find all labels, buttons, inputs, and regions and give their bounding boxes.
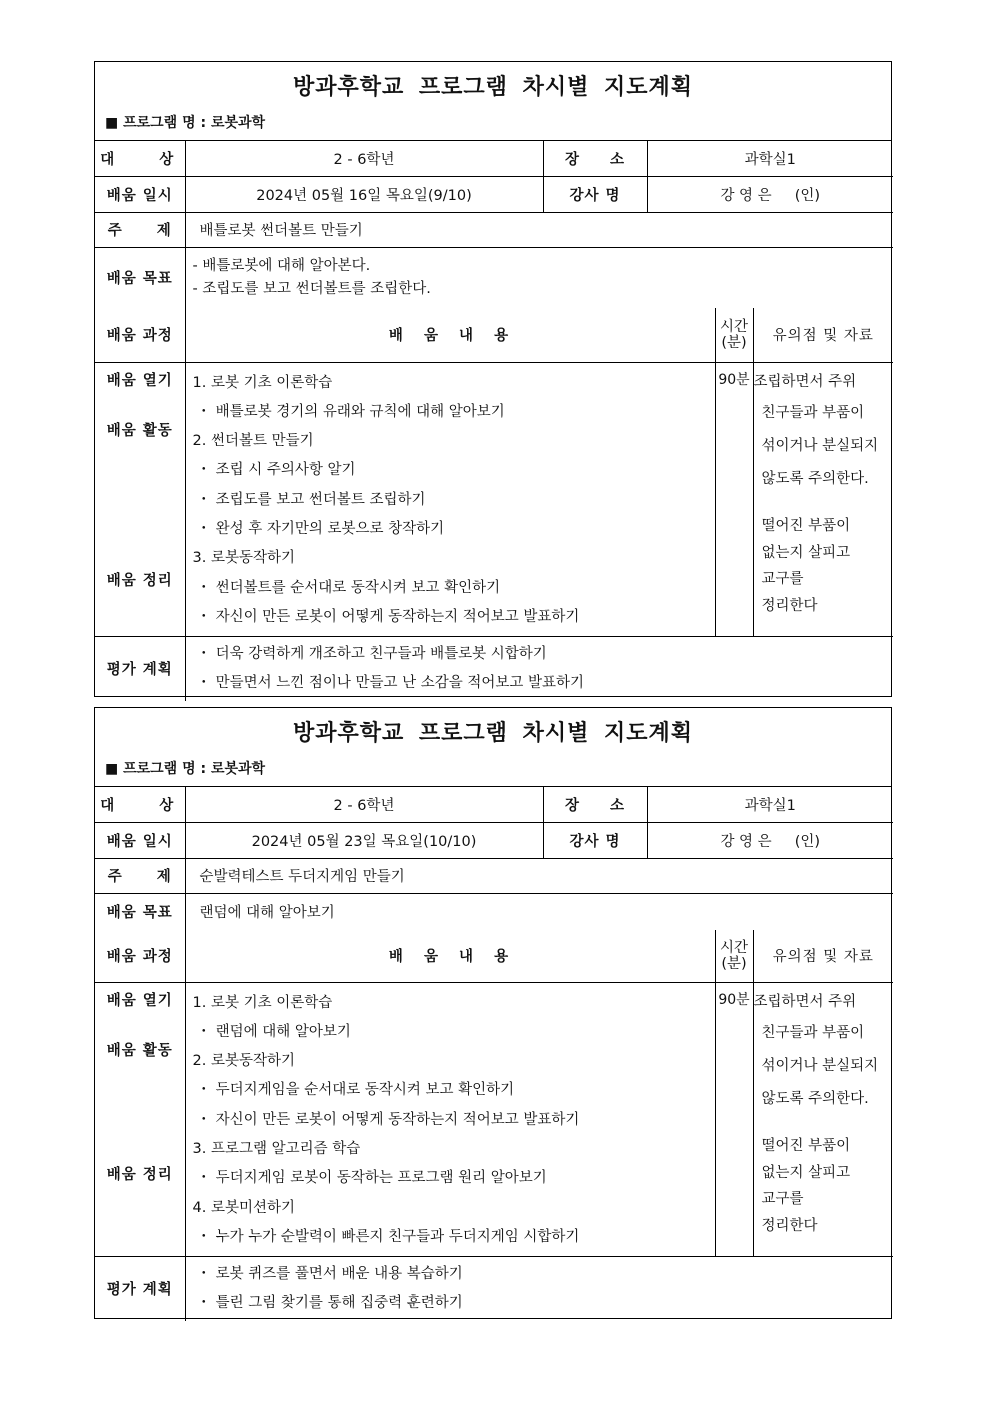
teacher-value: 강 영 은 (인) (647, 822, 893, 858)
content-item: ・ 누가 누가 순발력이 빠른지 친구들과 두더지게임 시합하기 (196, 1228, 580, 1245)
datetime-value: 2024년 05월 16일 목요일(9/10) (185, 176, 543, 212)
topic-value: 배틀로봇 썬더볼트 만들기 (185, 212, 893, 247)
topic-value: 순발력테스트 두더지게임 만들기 (185, 858, 893, 893)
program-name: ■ 프로그램 명 : 로봇과학 (105, 115, 266, 131)
note-line: 정리한다 (761, 597, 818, 614)
content-label: 배 움 내 용 (185, 308, 715, 362)
stage-open: 배움 열기 (106, 992, 173, 1009)
content-item: 4. 로봇미션하기 (192, 1199, 295, 1216)
notes-label: 유의점 및 자료 (753, 930, 893, 982)
teacher-label: 강사 명 (543, 176, 647, 212)
goal-list (185, 893, 893, 930)
content-item: 3. 프로그램 알고리즘 학습 (192, 1140, 361, 1157)
goal-list (185, 247, 893, 308)
note-line (754, 1116, 894, 1132)
datetime-label: 배움 일시 (95, 176, 185, 212)
content-item: ・ 썬더볼트를 순서대로 동작시켜 보고 확인하기 (196, 579, 501, 596)
note-line: 교구를 (761, 1190, 804, 1207)
content-item: ・ 배틀로봇 경기의 유래와 규칙에 대해 알아보기 (196, 403, 505, 420)
lesson-plan-2 (94, 707, 892, 1319)
topic-label: 주 제 (95, 858, 185, 893)
plan-table (95, 141, 893, 308)
target-value: 2 - 6학년 (185, 141, 543, 176)
lesson-plan-1 (94, 61, 892, 697)
notes-list (753, 982, 893, 1257)
content-item: ・ 두더지게임 로봇이 동작하는 프로그램 원리 알아보기 (196, 1170, 547, 1187)
eval-label: 평가 계획 (95, 1257, 185, 1321)
time-value: 90분 (715, 982, 753, 1257)
time-value: 90분 (715, 362, 753, 637)
note-line: 않도록 주의한다. (761, 1090, 869, 1107)
note-line: 정리한다 (761, 1217, 818, 1234)
eval-item: ・ 로봇 퀴즈를 풀면서 배운 내용 복습하기 (196, 1265, 463, 1282)
process-stages (95, 362, 185, 637)
note-line: 떨어진 부품이 (761, 517, 851, 534)
target-label: 대 상 (95, 141, 185, 176)
plan-title: 방과후학교 프로그램 차시별 지도계획 (292, 721, 693, 746)
plan-header (95, 708, 891, 787)
place-value: 과학실1 (647, 787, 893, 822)
target-value: 2 - 6학년 (185, 787, 543, 822)
teacher-value: 강 영 은 (인) (647, 176, 893, 212)
process-label: 배움 과정 (95, 308, 185, 362)
eval-item: ・ 틀린 그림 찾기를 통해 집중력 훈련하기 (196, 1294, 463, 1311)
note-line: 교구를 (761, 570, 804, 587)
stage-activity: 배움 활동 (106, 422, 173, 439)
notes-list (753, 362, 893, 637)
note-line: 친구들과 부품이 (761, 404, 865, 421)
content-item: ・ 자신이 만든 로봇이 어떻게 동작하는지 적어보고 발표하기 (196, 1111, 580, 1128)
content-item: 2. 썬더볼트 만들기 (192, 433, 314, 450)
place-label: 장 소 (543, 787, 647, 822)
eval-item: ・ 더욱 강력하게 개조하고 친구들과 배틀로봇 시합하기 (196, 645, 547, 662)
content-item: ・ 조립도를 보고 썬더볼트 조립하기 (196, 491, 426, 508)
datetime-value: 2024년 05월 23일 목요일(10/10) (185, 822, 543, 858)
content-item: 2. 로봇동작하기 (192, 1053, 295, 1070)
place-label: 장 소 (543, 141, 647, 176)
plan-table (95, 787, 893, 930)
eval-list (185, 637, 893, 701)
note-line: 않도록 주의한다. (761, 470, 869, 487)
note-line: 떨어진 부품이 (761, 1137, 851, 1154)
eval-item: ・ 만들면서 느낀 점이나 만들고 난 소감을 적어보고 발표하기 (196, 674, 585, 691)
content-item: 3. 로봇동작하기 (192, 550, 295, 567)
notes-label: 유의점 및 자료 (753, 308, 893, 362)
process-label: 배움 과정 (95, 930, 185, 982)
note-line: 섞이거나 분실되지 (761, 437, 879, 454)
content-item: ・ 완성 후 자기만의 로봇으로 창작하기 (196, 520, 445, 537)
stage-close: 배움 정리 (106, 572, 173, 589)
plan-header (95, 62, 891, 141)
process-table (95, 308, 893, 701)
place-value: 과학실1 (647, 141, 893, 176)
program-name: ■ 프로그램 명 : 로봇과학 (105, 761, 266, 777)
content-label: 배 움 내 용 (185, 930, 715, 982)
time-label: 시간(분) (715, 308, 753, 362)
note-line: 조립하면서 주위 (753, 373, 857, 390)
topic-label: 주 제 (95, 212, 185, 247)
eval-list (185, 1257, 893, 1321)
content-list (185, 362, 715, 637)
goal-label: 배움 목표 (95, 893, 185, 930)
note-line: 조립하면서 주위 (753, 993, 857, 1010)
note-line: 없는지 살피고 (761, 1164, 851, 1181)
process-table (95, 930, 893, 1321)
content-item: ・ 조립 시 주의사항 알기 (196, 462, 356, 479)
note-line: 없는지 살피고 (761, 544, 851, 561)
note-line: 친구들과 부품이 (761, 1024, 865, 1041)
plan-title: 방과후학교 프로그램 차시별 지도계획 (292, 75, 693, 100)
goal-item: - 조립도를 보고 썬더볼트를 조립한다. (192, 280, 431, 297)
note-line (754, 496, 894, 512)
stage-close: 배움 정리 (106, 1166, 173, 1183)
teacher-label: 강사 명 (543, 822, 647, 858)
process-stages (95, 982, 185, 1257)
stage-open: 배움 열기 (106, 372, 173, 389)
content-item: ・ 두더지게임을 순서대로 동작시켜 보고 확인하기 (196, 1082, 515, 1099)
note-line: 섞이거나 분실되지 (761, 1057, 879, 1074)
content-item: ・ 자신이 만든 로봇이 어떻게 동작하는지 적어보고 발표하기 (196, 608, 580, 625)
stage-activity: 배움 활동 (106, 1042, 173, 1059)
goal-item: - 배틀로봇에 대해 알아본다. (192, 257, 371, 274)
goal-item: 랜덤에 대해 알아보기 (199, 905, 335, 922)
content-item: 1. 로봇 기초 이론학습 (192, 374, 333, 391)
content-item: ・ 랜덤에 대해 알아보기 (196, 1023, 351, 1040)
content-list (185, 982, 715, 1257)
target-label: 대 상 (95, 787, 185, 822)
goal-label: 배움 목표 (95, 247, 185, 308)
time-label: 시간(분) (715, 930, 753, 982)
eval-label: 평가 계획 (95, 637, 185, 701)
datetime-label: 배움 일시 (95, 822, 185, 858)
content-item: 1. 로봇 기초 이론학습 (192, 994, 333, 1011)
